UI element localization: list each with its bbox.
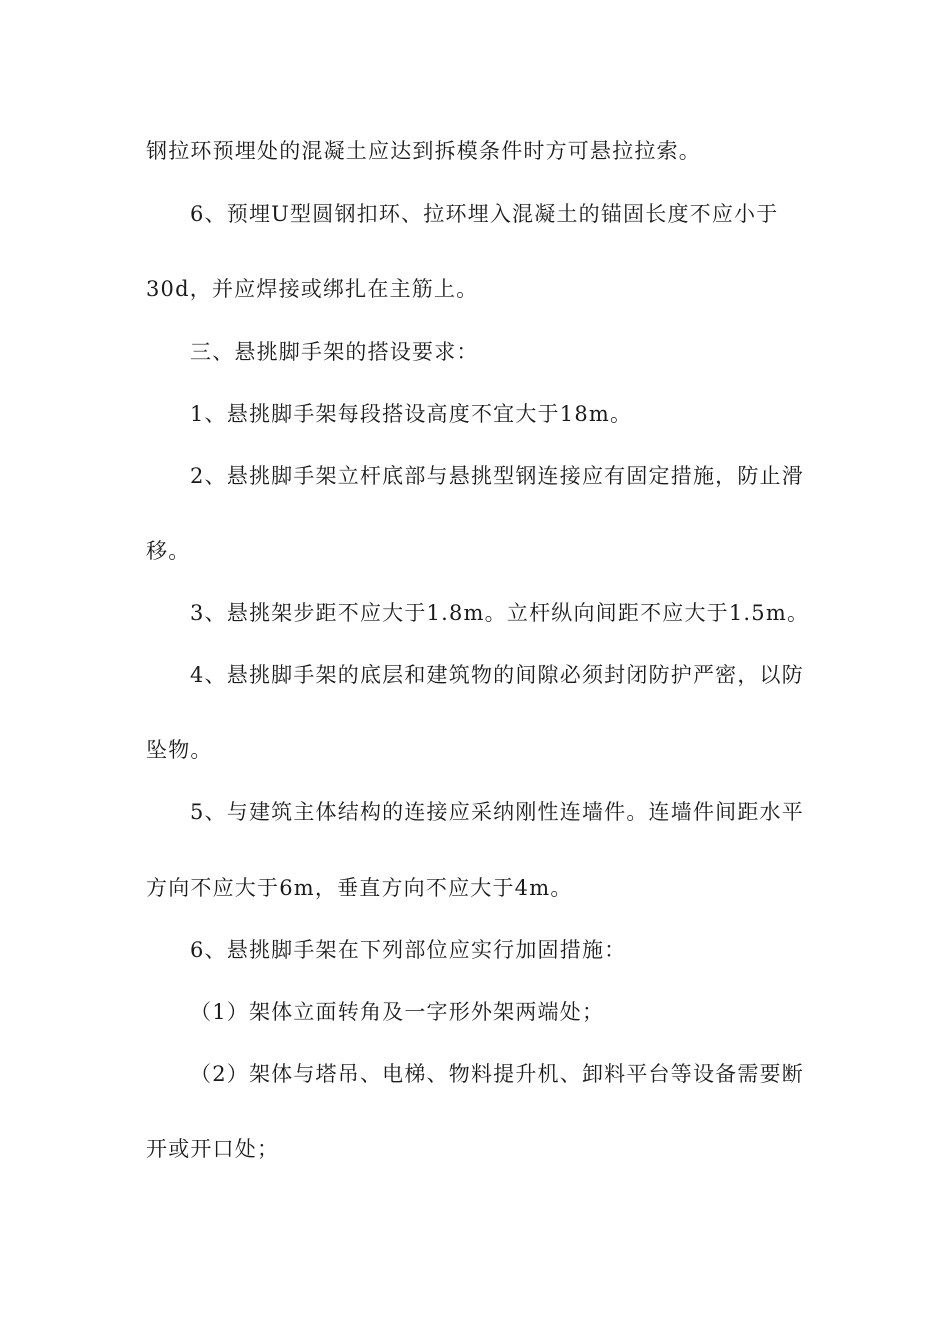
text-line-10: 坠物。 [146,738,213,762]
text-line-13: 6、悬挑脚手架在下列部位应实行加固措施： [190,938,627,962]
text-line-6: 2、悬挑脚手架立杆底部与悬挑型钢连接应有固定措施，防止滑 [190,464,804,488]
text-line-2: 6、预埋U型圆钢扣环、拉环埋入混凝土的锚固长度不应小于 [190,202,779,226]
text-line-14: （1）架体立面转角及一字形外架两端处； [190,1000,605,1024]
text-line-16: 开或开口处； [146,1137,280,1161]
text-line-11: 5、与建筑主体结构的连接应采纳刚性连墙件。连墙件间距水平 [190,800,804,824]
text-line-15: （2）架体与塔吊、电梯、物料提升机、卸料平台等设备需要断 [190,1062,804,1086]
text-line-12: 方向不应大于6m，垂直方向不应大于4m。 [146,876,573,900]
text-line-9: 4、悬挑脚手架的底层和建筑物的间隙必须封闭防护严密，以防 [190,663,804,687]
section-heading: 三、悬挑脚手架的搭设要求： [190,340,479,364]
text-line-8: 3、悬挑架步距不应大于1.8m。立杆纵向间距不应大于1.5m。 [190,601,810,625]
text-line-1: 钢拉环预埋处的混凝土应达到拆模条件时方可悬拉拉索。 [146,139,701,163]
text-line-5: 1、悬挑脚手架每段搭设高度不宜大于18m。 [190,402,633,426]
text-line-7: 移。 [146,539,191,563]
text-line-3: 30d，并应焊接或绑扎在主筋上。 [146,277,479,301]
